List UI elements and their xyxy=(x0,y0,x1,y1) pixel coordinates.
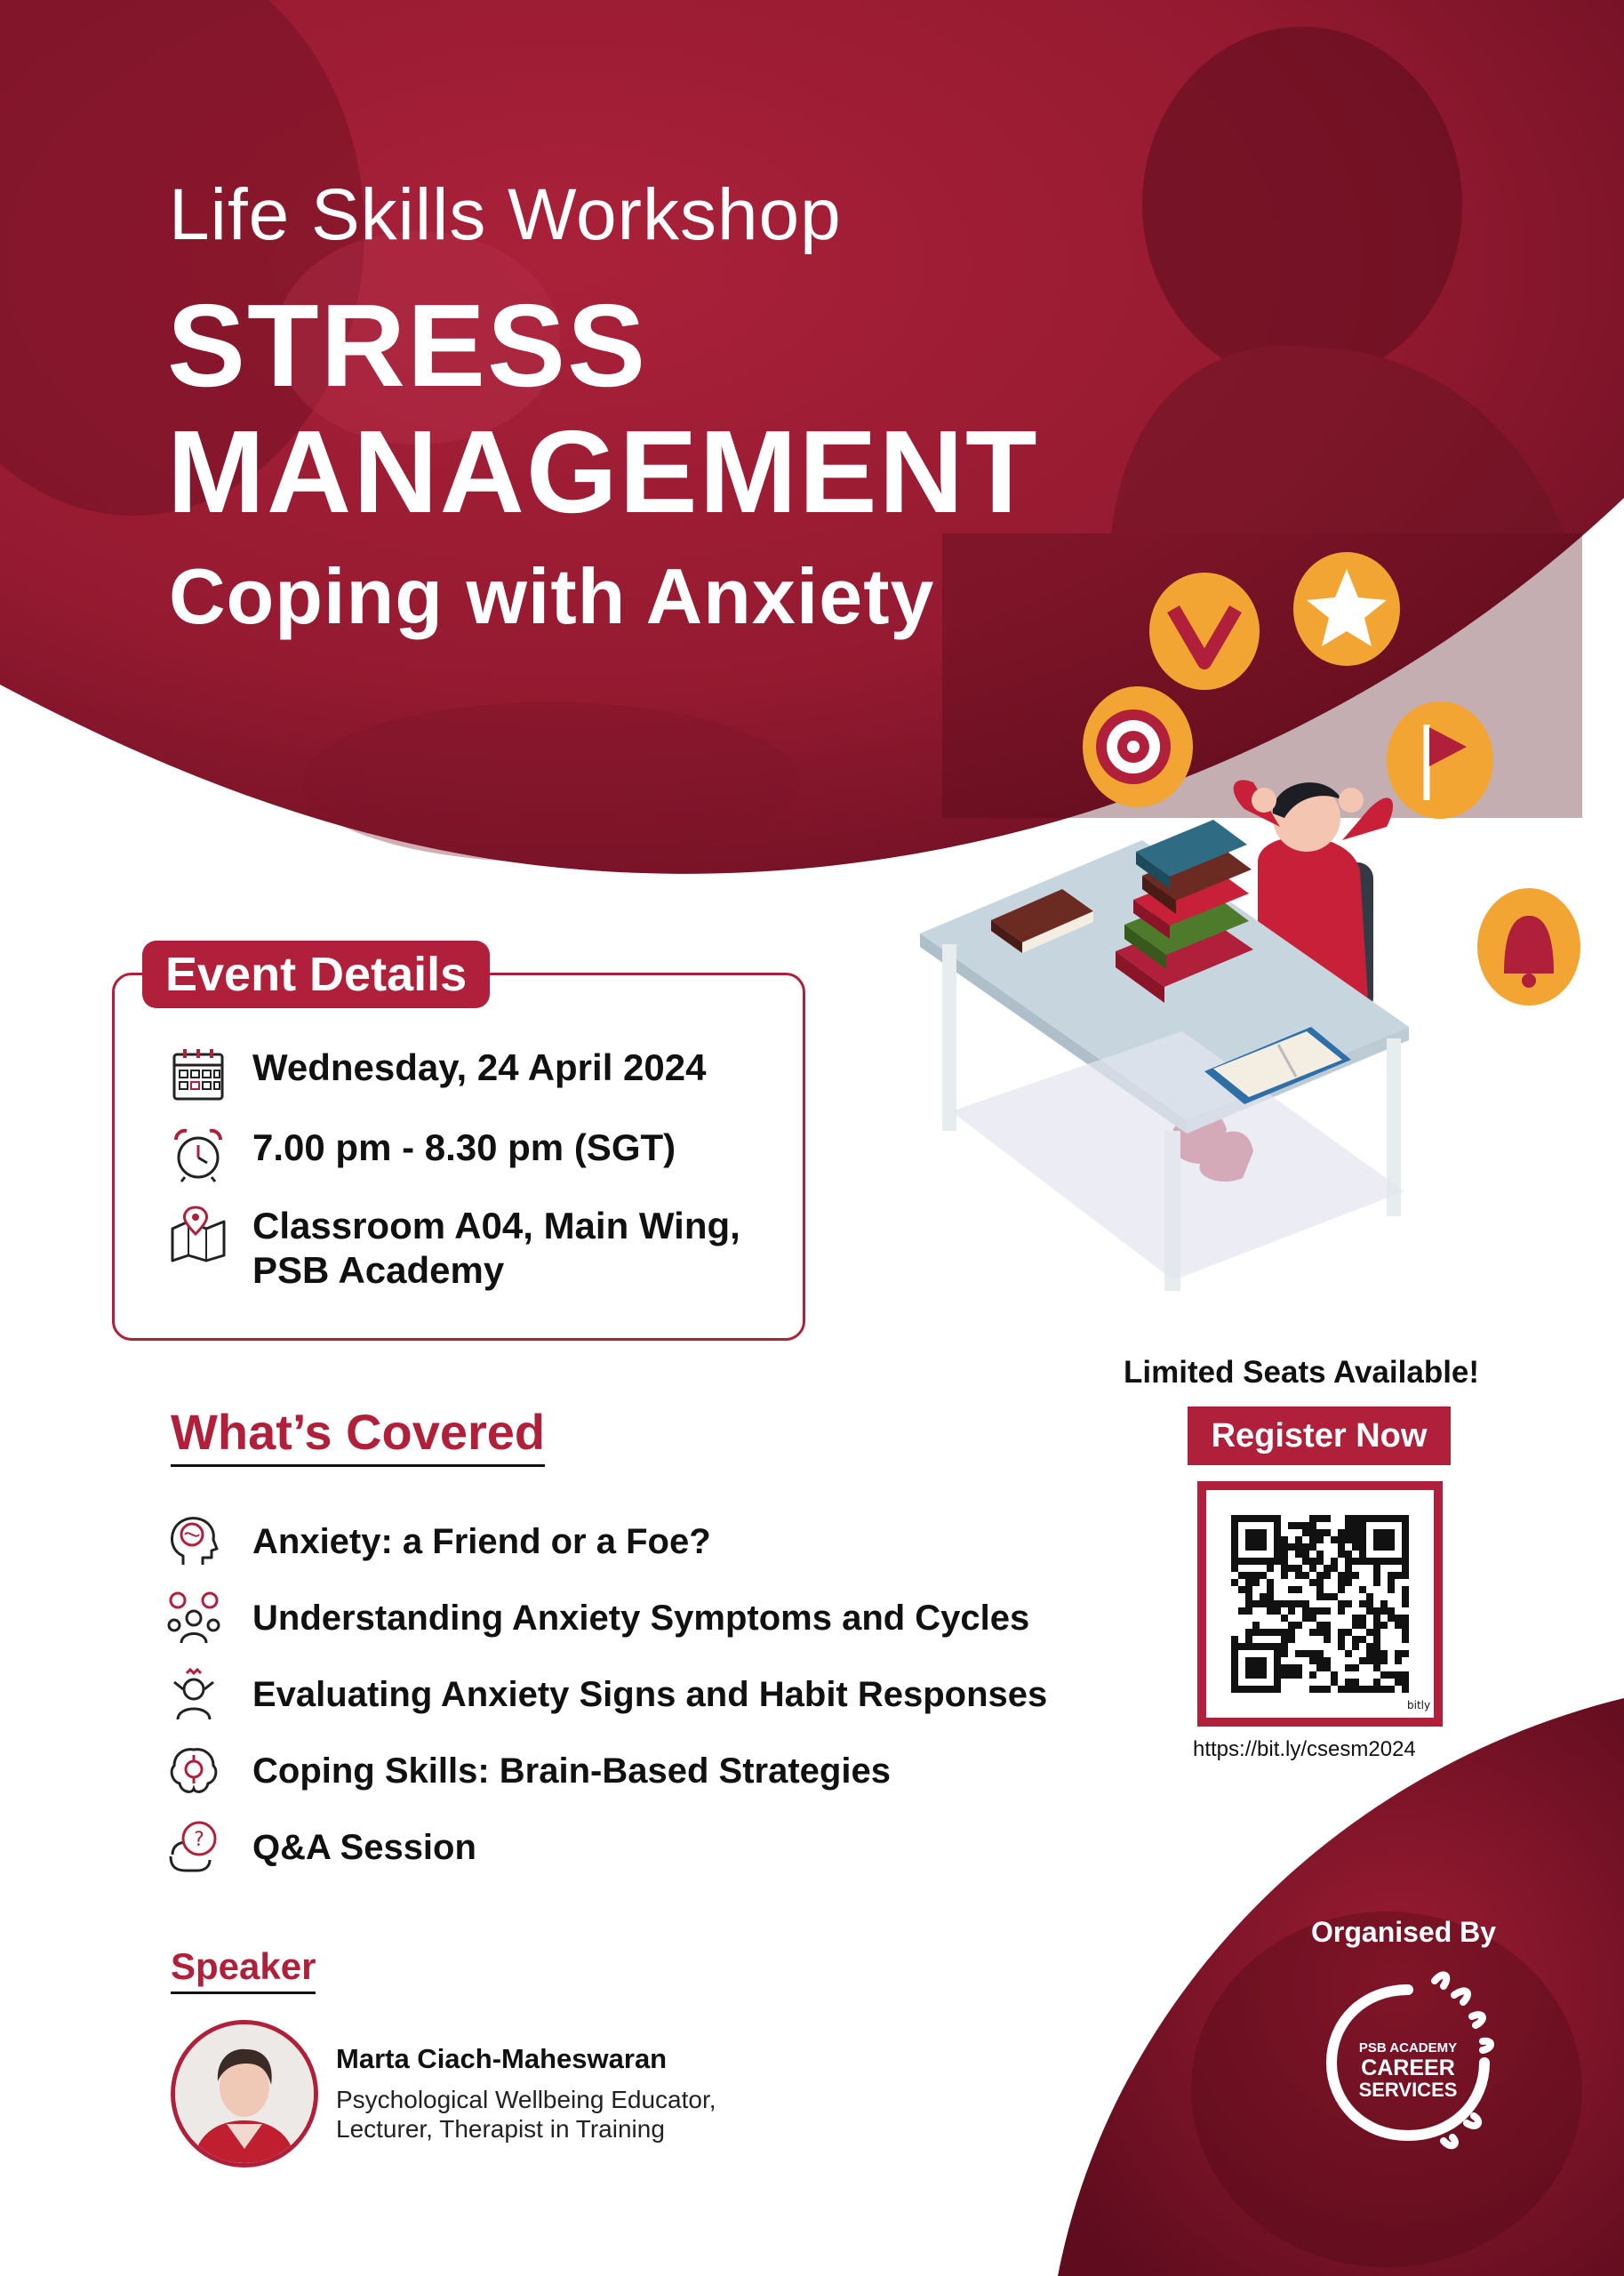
qr-module xyxy=(1267,1565,1274,1572)
qr-module xyxy=(1373,1643,1380,1650)
qr-module xyxy=(1302,1607,1309,1615)
registration-url[interactable]: https://bit.ly/csesm2024 xyxy=(1193,1737,1416,1761)
page-title xyxy=(167,280,1039,537)
qr-module xyxy=(1309,1529,1316,1536)
qr-module xyxy=(1352,1615,1359,1622)
qr-module xyxy=(1316,1593,1324,1600)
qr-module xyxy=(1388,1579,1395,1586)
qr-module xyxy=(1380,1686,1388,1693)
qr-module xyxy=(1316,1536,1324,1543)
covered-heading: What’s Covered xyxy=(171,1403,545,1467)
qr-module xyxy=(1267,1593,1274,1600)
qr-module xyxy=(1380,1600,1388,1607)
people-thoughts-icon xyxy=(165,1590,222,1647)
qr-module xyxy=(1245,1629,1252,1636)
qr-module xyxy=(1366,1629,1373,1636)
qr-module xyxy=(1373,1579,1380,1586)
qr-module xyxy=(1366,1593,1373,1600)
qr-finder xyxy=(1245,1529,1267,1551)
qr-module xyxy=(1288,1565,1295,1572)
qr-module xyxy=(1295,1650,1302,1657)
qr-module xyxy=(1309,1650,1316,1657)
qr-module xyxy=(1309,1536,1316,1543)
qr-module xyxy=(1274,1607,1281,1615)
qr-module xyxy=(1338,1643,1345,1650)
qr-module xyxy=(1395,1650,1402,1657)
qr-module xyxy=(1402,1636,1409,1643)
qr-module xyxy=(1245,1593,1252,1600)
qr-module xyxy=(1295,1565,1302,1572)
event-details-heading: Event Details xyxy=(142,941,490,1008)
stressed-student-illustration xyxy=(907,533,1600,1316)
qr-module xyxy=(1380,1650,1388,1657)
qr-module xyxy=(1324,1629,1331,1636)
limited-seats-notice: Limited Seats Available! xyxy=(1124,1355,1480,1390)
qr-module xyxy=(1338,1636,1345,1643)
topic-label: Evaluating Anxiety Signs and Habit Responses xyxy=(252,1674,1048,1714)
qr-module xyxy=(1352,1664,1359,1671)
qr-module xyxy=(1373,1636,1380,1643)
qr-module xyxy=(1302,1551,1309,1558)
qr-module xyxy=(1373,1686,1380,1693)
speaker-portrait xyxy=(175,2024,314,2163)
qr-module xyxy=(1359,1686,1366,1693)
qr-module xyxy=(1281,1551,1288,1558)
qr-module xyxy=(1395,1671,1402,1679)
qr-module xyxy=(1373,1664,1380,1671)
qr-module xyxy=(1295,1522,1302,1529)
qr-module xyxy=(1267,1586,1274,1593)
qr-module xyxy=(1309,1515,1316,1522)
qr-module xyxy=(1288,1607,1295,1615)
qr-module xyxy=(1352,1572,1359,1579)
qr-module xyxy=(1245,1607,1252,1615)
qr-module xyxy=(1380,1622,1388,1629)
title-line-1: STRESS xyxy=(167,280,648,411)
event-time: 7.00 pm - 8.30 pm (SGT) xyxy=(252,1126,676,1168)
qr-module xyxy=(1345,1664,1352,1671)
qr-module xyxy=(1380,1671,1388,1679)
qr-module xyxy=(1324,1529,1331,1536)
qr-module xyxy=(1359,1586,1366,1593)
qr-module xyxy=(1380,1607,1388,1615)
head-brain-icon xyxy=(165,1513,222,1570)
event-date-row xyxy=(169,1046,706,1104)
qr-module xyxy=(1402,1671,1409,1679)
qr-module xyxy=(1402,1572,1409,1579)
qr-module xyxy=(1331,1558,1338,1565)
qr-module xyxy=(1352,1622,1359,1629)
topic-item xyxy=(165,1513,711,1570)
qr-module xyxy=(1395,1622,1402,1629)
qr-module xyxy=(1366,1650,1373,1657)
qr-module xyxy=(1316,1629,1324,1636)
checkmark-badge-icon xyxy=(1149,573,1260,690)
qr-module xyxy=(1338,1600,1345,1607)
qr-module xyxy=(1324,1593,1331,1600)
qr-module xyxy=(1331,1593,1338,1600)
target-badge-icon xyxy=(1083,686,1193,807)
qr-module xyxy=(1302,1572,1309,1579)
qr-module xyxy=(1373,1607,1380,1615)
qr-module xyxy=(1267,1579,1274,1586)
qr-module xyxy=(1366,1686,1373,1693)
qr-module xyxy=(1352,1515,1359,1522)
qr-module xyxy=(1338,1551,1345,1558)
qr-module xyxy=(1281,1664,1288,1671)
qr-module xyxy=(1395,1657,1402,1664)
topic-item xyxy=(165,1743,891,1799)
qr-module xyxy=(1338,1629,1345,1636)
qr-module xyxy=(1352,1686,1359,1693)
qr-module xyxy=(1324,1636,1331,1643)
qr-module xyxy=(1238,1586,1245,1593)
qr-module xyxy=(1338,1686,1345,1693)
qr-module xyxy=(1388,1615,1395,1622)
qr-module xyxy=(1345,1686,1352,1693)
topic-item xyxy=(165,1590,1029,1647)
psb-career-services-logo xyxy=(1310,1963,1506,2159)
qr-module xyxy=(1260,1593,1267,1600)
qr-module xyxy=(1331,1565,1338,1572)
qr-module xyxy=(1309,1686,1316,1693)
qr-module xyxy=(1295,1622,1302,1629)
qr-module xyxy=(1274,1600,1281,1607)
registration-qr-code[interactable] xyxy=(1197,1481,1443,1727)
qr-module xyxy=(1338,1607,1345,1615)
qr-module xyxy=(1302,1522,1309,1529)
qr-module xyxy=(1267,1600,1274,1607)
qr-module xyxy=(1316,1622,1324,1629)
qr-module xyxy=(1267,1607,1274,1615)
qr-module xyxy=(1288,1622,1295,1629)
qr-module xyxy=(1373,1615,1380,1622)
speaker-avatar xyxy=(171,2020,318,2168)
qr-module xyxy=(1295,1572,1302,1579)
qr-module xyxy=(1231,1636,1238,1643)
topic-label: Q&A Session xyxy=(252,1827,476,1867)
qr-module xyxy=(1352,1636,1359,1643)
qr-module xyxy=(1260,1600,1267,1607)
qr-module xyxy=(1267,1629,1274,1636)
qr-module xyxy=(1366,1607,1373,1615)
qr-module xyxy=(1245,1600,1252,1607)
qr-module xyxy=(1281,1671,1288,1679)
organised-by-label: Organised By xyxy=(1311,1916,1497,1948)
qr-module xyxy=(1302,1558,1309,1565)
event-venue-row xyxy=(169,1204,740,1293)
event-time-row xyxy=(169,1126,676,1184)
topic-item xyxy=(165,1819,476,1876)
qr-module xyxy=(1345,1551,1352,1558)
qr-module xyxy=(1352,1679,1359,1686)
speaker-role: Psychological Wellbeing Educator, Lecturer, Therapist in Training xyxy=(336,2086,716,2143)
logo-line-2: CAREER xyxy=(1361,2056,1455,2080)
qr-module xyxy=(1345,1565,1352,1572)
qr-module xyxy=(1366,1600,1373,1607)
qr-module xyxy=(1345,1650,1352,1657)
qr-module xyxy=(1395,1572,1402,1579)
qr-module xyxy=(1388,1572,1395,1579)
qr-module xyxy=(1316,1572,1324,1579)
qr-module xyxy=(1281,1558,1288,1565)
qr-module xyxy=(1281,1543,1288,1551)
qr-module xyxy=(1288,1629,1295,1636)
qr-module xyxy=(1252,1572,1260,1579)
qr-module xyxy=(1402,1586,1409,1593)
qr-module xyxy=(1252,1579,1260,1586)
qr-module xyxy=(1402,1600,1409,1607)
qr-module xyxy=(1324,1515,1331,1522)
qr-module xyxy=(1402,1629,1409,1636)
qr-module xyxy=(1295,1600,1302,1607)
qr-module xyxy=(1359,1636,1366,1643)
qr-module xyxy=(1309,1565,1316,1572)
bell-badge-icon xyxy=(1477,888,1580,1006)
qr-module xyxy=(1252,1600,1260,1607)
qr-finder xyxy=(1373,1529,1395,1551)
qr-module xyxy=(1324,1607,1331,1615)
qr-module xyxy=(1388,1586,1395,1593)
qr-module xyxy=(1309,1629,1316,1636)
topic-label: Anxiety: a Friend or a Foe? xyxy=(252,1521,711,1561)
venue-line-2: PSB Academy xyxy=(252,1249,505,1291)
qr-module xyxy=(1274,1629,1281,1636)
qr-module xyxy=(1345,1515,1352,1522)
qr-module xyxy=(1345,1579,1352,1586)
qr-module xyxy=(1402,1650,1409,1657)
qr-module xyxy=(1359,1657,1366,1664)
qr-module xyxy=(1338,1536,1345,1543)
qr-module xyxy=(1295,1586,1302,1593)
qr-module xyxy=(1352,1543,1359,1551)
qr-module xyxy=(1388,1671,1395,1679)
qr-module xyxy=(1352,1643,1359,1650)
qr-module xyxy=(1402,1622,1409,1629)
qr-module xyxy=(1331,1679,1338,1686)
qr-module xyxy=(1281,1600,1288,1607)
alarm-clock-icon xyxy=(169,1126,228,1184)
qr-module xyxy=(1309,1615,1316,1622)
qr-module xyxy=(1260,1572,1267,1579)
qr-module xyxy=(1316,1551,1324,1558)
qr-module xyxy=(1388,1686,1395,1693)
qr-module xyxy=(1281,1643,1288,1650)
qr-module xyxy=(1395,1679,1402,1686)
qr-module xyxy=(1288,1671,1295,1679)
qr-module xyxy=(1295,1671,1302,1679)
qr-module xyxy=(1380,1657,1388,1664)
qr-module xyxy=(1324,1622,1331,1629)
qr-module xyxy=(1359,1615,1366,1622)
qr-module xyxy=(1302,1543,1309,1551)
speaker-name: Marta Ciach-Maheswaran xyxy=(336,2043,668,2074)
qr-module xyxy=(1281,1629,1288,1636)
qr-module xyxy=(1373,1622,1380,1629)
qr-module xyxy=(1345,1679,1352,1686)
qr-module xyxy=(1260,1629,1267,1636)
flag-badge-icon xyxy=(1387,701,1493,819)
qr-module xyxy=(1238,1572,1245,1579)
qr-module xyxy=(1309,1522,1316,1529)
qr-module xyxy=(1373,1650,1380,1657)
qr-module xyxy=(1302,1650,1309,1657)
qr-module xyxy=(1288,1600,1295,1607)
qr-module xyxy=(1281,1572,1288,1579)
qr-module xyxy=(1366,1657,1373,1664)
qr-module xyxy=(1373,1679,1380,1686)
qr-module xyxy=(1245,1636,1252,1643)
topic-label: Understanding Anxiety Symptoms and Cycles xyxy=(252,1598,1030,1638)
qr-module xyxy=(1309,1657,1316,1664)
qr-module xyxy=(1309,1579,1316,1586)
qr-module xyxy=(1373,1629,1380,1636)
qr-module xyxy=(1245,1586,1252,1593)
qr-module xyxy=(1345,1600,1352,1607)
topic-label: Coping Skills: Brain-Based Strategies xyxy=(252,1751,891,1791)
qr-module xyxy=(1288,1636,1295,1643)
qr-module xyxy=(1309,1607,1316,1615)
qr-module xyxy=(1316,1586,1324,1593)
qr-module xyxy=(1316,1664,1324,1671)
qr-module xyxy=(1231,1565,1238,1572)
qr-module xyxy=(1324,1664,1331,1671)
qr-module xyxy=(1345,1522,1352,1529)
qr-module xyxy=(1309,1543,1316,1551)
brain-icon xyxy=(165,1743,222,1799)
qr-module xyxy=(1316,1529,1324,1536)
qr-module xyxy=(1338,1543,1345,1551)
qr-module xyxy=(1345,1529,1352,1536)
event-venue xyxy=(252,1204,740,1293)
venue-line-1: Classroom A04, Main Wing, xyxy=(252,1205,740,1246)
title-line-2: MANAGEMENT xyxy=(167,406,1039,537)
qr-module xyxy=(1281,1565,1288,1572)
qr-module xyxy=(1302,1600,1309,1607)
qr-module xyxy=(1359,1622,1366,1629)
qr-module xyxy=(1352,1558,1359,1565)
qr-module xyxy=(1359,1600,1366,1607)
qr-module xyxy=(1402,1615,1409,1622)
qr-finder xyxy=(1245,1657,1267,1679)
qr-module xyxy=(1373,1657,1380,1664)
qr-module xyxy=(1373,1565,1380,1572)
calendar-icon xyxy=(169,1046,228,1104)
qr-module xyxy=(1373,1572,1380,1579)
qr-module xyxy=(1316,1558,1324,1565)
qr-bitly-tag: bitly xyxy=(1407,1699,1431,1711)
qr-module xyxy=(1338,1586,1345,1593)
topic-item xyxy=(165,1666,1047,1723)
page-subtitle: Coping with Anxiety xyxy=(169,552,935,640)
qr-module xyxy=(1302,1615,1309,1622)
qr-module xyxy=(1316,1579,1324,1586)
qr-module xyxy=(1288,1543,1295,1551)
question-bubble-icon xyxy=(165,1819,222,1876)
qr-module xyxy=(1331,1671,1338,1679)
workshop-eyebrow: Life Skills Workshop xyxy=(169,174,842,255)
qr-module xyxy=(1281,1536,1288,1543)
qr-module xyxy=(1288,1522,1295,1529)
qr-module xyxy=(1345,1536,1352,1543)
qr-module xyxy=(1345,1572,1352,1579)
qr-module xyxy=(1281,1615,1288,1622)
qr-module xyxy=(1402,1679,1409,1686)
star-badge-icon xyxy=(1293,552,1400,666)
qr-module xyxy=(1316,1657,1324,1664)
qr-module xyxy=(1338,1572,1345,1579)
qr-module xyxy=(1331,1536,1338,1543)
qr-module xyxy=(1245,1572,1252,1579)
qr-module xyxy=(1245,1579,1252,1586)
qr-module xyxy=(1345,1629,1352,1636)
qr-module xyxy=(1338,1529,1345,1536)
svg-text:?: ? xyxy=(194,1829,204,1851)
qr-module xyxy=(1252,1629,1260,1636)
map-location-icon xyxy=(169,1204,228,1262)
register-now-button[interactable]: Register Now xyxy=(1188,1406,1451,1465)
qr-module xyxy=(1295,1543,1302,1551)
qr-module xyxy=(1324,1686,1331,1693)
stressed-person-icon xyxy=(165,1666,222,1723)
qr-module xyxy=(1324,1657,1331,1664)
qr-module xyxy=(1302,1529,1309,1536)
qr-module xyxy=(1352,1529,1359,1536)
qr-module xyxy=(1252,1622,1260,1629)
qr-module xyxy=(1316,1515,1324,1522)
qr-module xyxy=(1388,1607,1395,1615)
qr-module xyxy=(1402,1565,1409,1572)
qr-module xyxy=(1402,1686,1409,1693)
logo-line-1: PSB ACADEMY xyxy=(1358,2040,1458,2056)
logo-line-3: SERVICES xyxy=(1358,2079,1458,2101)
qr-module xyxy=(1366,1643,1373,1650)
qr-module xyxy=(1309,1671,1316,1679)
qr-module xyxy=(1316,1650,1324,1657)
qr-module xyxy=(1295,1664,1302,1671)
qr-module xyxy=(1352,1536,1359,1543)
qr-module xyxy=(1281,1650,1288,1657)
qr-module xyxy=(1316,1686,1324,1693)
qr-module xyxy=(1281,1636,1288,1643)
qr-module xyxy=(1309,1558,1316,1565)
qr-module xyxy=(1288,1664,1295,1671)
qr-module xyxy=(1231,1579,1238,1586)
qr-module xyxy=(1324,1565,1331,1572)
qr-module xyxy=(1324,1572,1331,1579)
qr-module xyxy=(1352,1522,1359,1529)
qr-module xyxy=(1295,1551,1302,1558)
qr-module xyxy=(1238,1607,1245,1615)
event-date: Wednesday, 24 April 2024 xyxy=(252,1046,707,1088)
qr-module xyxy=(1295,1536,1302,1543)
qr-module xyxy=(1338,1579,1345,1586)
qr-code-pattern xyxy=(1206,1490,1434,1718)
qr-module xyxy=(1402,1593,1409,1600)
qr-module xyxy=(1288,1586,1295,1593)
speaker-heading: Speaker xyxy=(171,1945,316,1994)
qr-module xyxy=(1395,1615,1402,1622)
qr-module xyxy=(1345,1558,1352,1565)
qr-module xyxy=(1316,1607,1324,1615)
